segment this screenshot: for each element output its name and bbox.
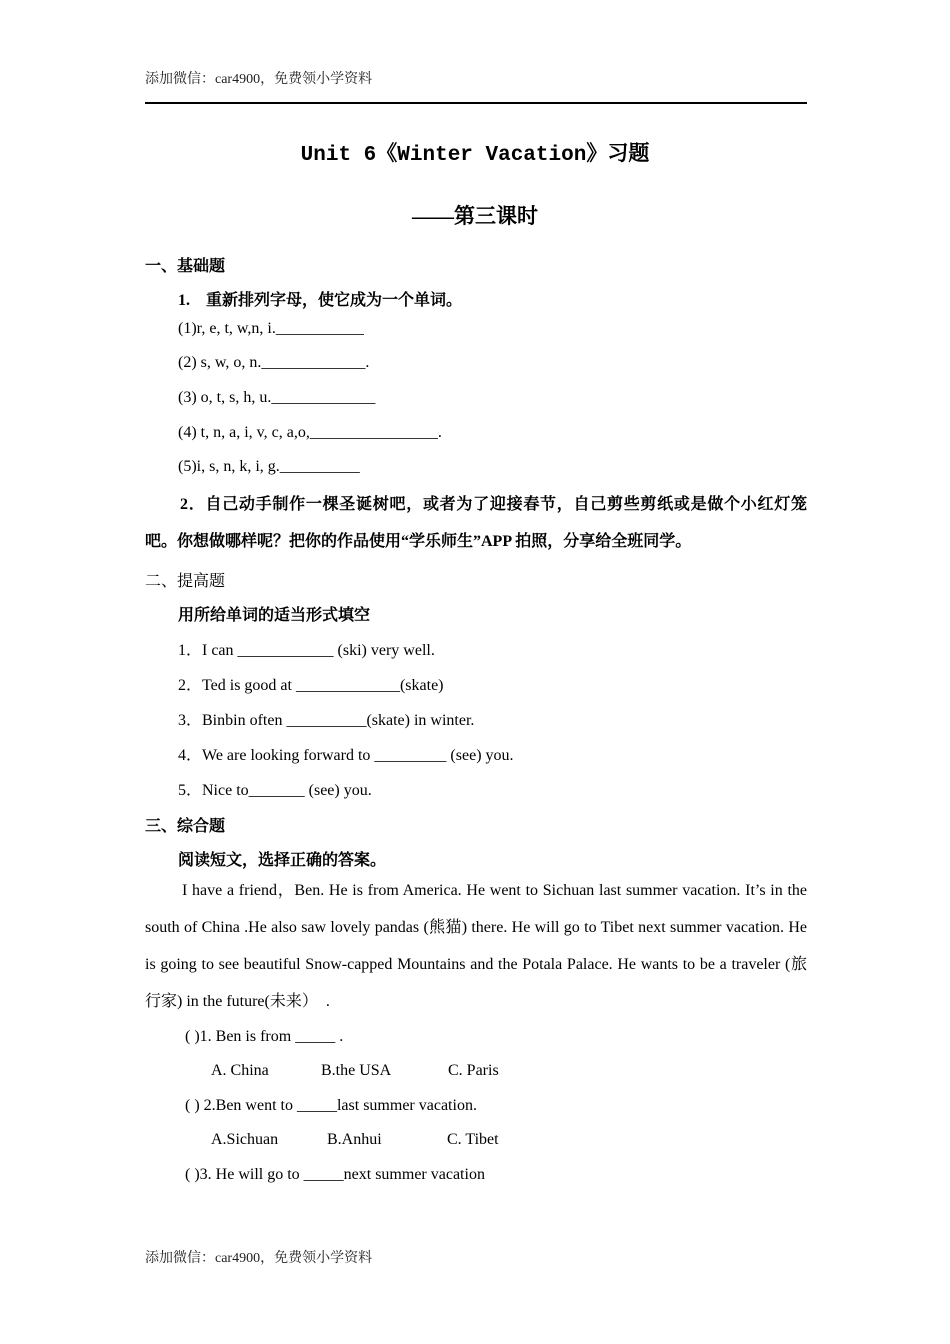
header-note: 添加微信：car4900，免费领小学资料 xyxy=(145,72,373,87)
fill-item-4: 4．We are looking forward to _________ (see) you. xyxy=(178,747,514,764)
section2-instruction: 用所给单词的适当形式填空 xyxy=(178,607,371,624)
question-2-option-a: A.Sichuan xyxy=(211,1131,279,1148)
question-2-option-c: C. Tibet xyxy=(447,1131,499,1148)
question-1-option-a: A. China xyxy=(211,1062,269,1079)
q2-text: 2．自己动手制作一棵圣诞树吧，或者为了迎接春节，自己剪些剪纸或是做个小红灯笼吧。你想做哪样呢？把你的作品使用“学乐师生”APP 拍照，分享给全班同学。 xyxy=(145,496,807,550)
fill-item-3: 3．Binbin often __________(skate) in winter. xyxy=(178,712,475,729)
q1-item-4: (4) t, n, a, i, v, c, a,o,________________. xyxy=(178,424,442,441)
question-1-stem: ( )1. Ben is from _____ . xyxy=(185,1028,344,1045)
q1-item-2: (2) s, w, o, n._____________. xyxy=(178,354,370,371)
fill-item-1: 1．I can ____________ (ski) very well. xyxy=(178,642,435,659)
q1-item-3: (3) o, t, s, h, u._____________ xyxy=(178,389,376,406)
fill-item-2: 2．Ted is good at _____________(skate) xyxy=(178,677,444,694)
page-title: Unit 6《Winter Vacation》习题 xyxy=(300,144,650,167)
section2-heading: 二、提高题 xyxy=(145,573,226,590)
question-3-stem: ( )3. He will go to _____next summer vacation xyxy=(185,1166,485,1183)
page-subtitle: ——第三课时 xyxy=(412,204,538,228)
section1-heading: 一、基础题 xyxy=(145,258,226,275)
question-1-option-c: C. Paris xyxy=(448,1062,499,1079)
footer-note: 添加微信：car4900，免费领小学资料 xyxy=(145,1251,373,1266)
fill-item-5: 5．Nice to_______ (see) you. xyxy=(178,782,372,799)
question-2-option-b: B.Anhui xyxy=(327,1131,382,1148)
q1-item-1: (1)r, e, t, w,n, i.___________ xyxy=(178,320,364,337)
question-1-option-b: B.the USA xyxy=(321,1062,392,1079)
question-2-stem: ( ) 2.Ben went to _____last summer vacation. xyxy=(185,1097,477,1114)
section3-instruction: 阅读短文，选择正确的答案。 xyxy=(178,852,387,869)
q1-item-5: (5)i, s, n, k, i, g.__________ xyxy=(178,458,360,475)
section3-heading: 三、综合题 xyxy=(145,818,226,835)
reading-passage: I have a friend，Ben. He is from America. He went to Sichuan last summer vacation. It’s in the south of China .He also saw lovely pandas (熊猫) there. He will go to Tibet next summer vacation. He is going to see beautiful Snow-capped Mountains and the Potala Palace. He wants to be a traveler (旅行家) in the future(未来） . xyxy=(145,882,807,1010)
header-rule xyxy=(145,102,807,104)
q1-heading: 1. 重新排列字母，使它成为一个单词。 xyxy=(178,292,463,309)
